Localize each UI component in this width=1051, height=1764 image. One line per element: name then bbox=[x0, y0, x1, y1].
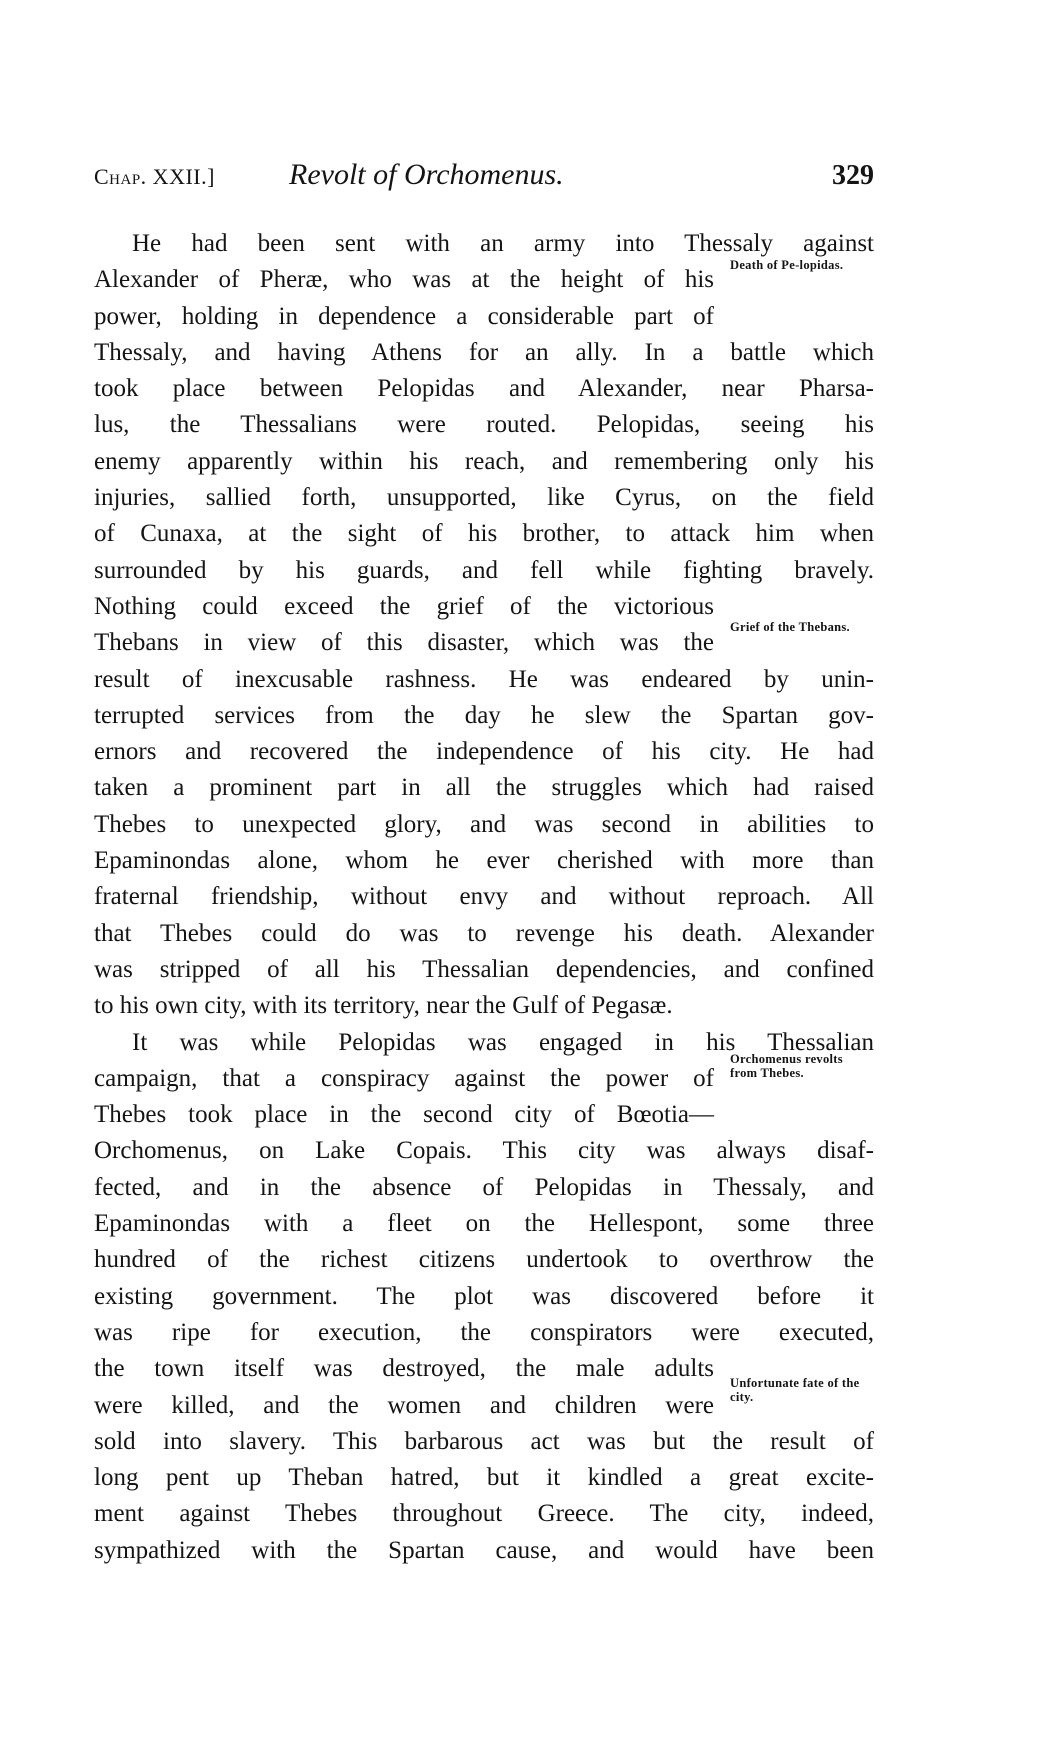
text-line: were killed, and the women and children were bbox=[94, 1391, 714, 1419]
text-line: terrupted services from the day he slew the Spartan gov- bbox=[94, 701, 874, 729]
text-line: injuries, sallied forth, unsupported, like Cyrus, on the field bbox=[94, 484, 874, 512]
text-line: power, holding in dependence a considerable part of bbox=[94, 302, 714, 330]
sidenote-orchomenus-revolts: Orchomenus revolts from Thebes. bbox=[730, 1052, 843, 1080]
text-line: hundred of the richest citizens undertook to overthrow the bbox=[94, 1246, 874, 1274]
text-line: Epaminondas with a fleet on the Hellespont, some three bbox=[94, 1210, 874, 1238]
text-line: Thessaly, and having Athens for an ally. In a battle which bbox=[94, 338, 874, 366]
chapter-label: Chap. XXII.] bbox=[94, 164, 215, 189]
text-line: sold into slavery. This barbarous act was but the result of bbox=[94, 1427, 874, 1455]
text-line: Alexander of Pheræ, who was at the height of his bbox=[94, 266, 714, 294]
text-line: fraternal friendship, without envy and without reproach. All bbox=[94, 883, 874, 911]
text-line: lus, the Thessalians were routed. Pelopidas, seeing his bbox=[94, 411, 874, 439]
text-line: ernors and recovered the independence of his city. He had bbox=[94, 738, 874, 766]
text-line: It was while Pelopidas was engaged in his Thessalian bbox=[132, 1028, 874, 1056]
text-line: was ripe for execution, the conspirators were executed, bbox=[94, 1318, 874, 1346]
text-line: Epaminondas alone, whom he ever cherished with more than bbox=[94, 847, 874, 875]
text-line: the town itself was destroyed, the male adults bbox=[94, 1355, 714, 1383]
paragraph-2 bbox=[94, 1025, 874, 1569]
text-line: existing government. The plot was discovered before it bbox=[94, 1282, 874, 1310]
sidenote-unfortunate-fate: Unfortunate fate of the city. bbox=[730, 1376, 860, 1404]
text-line: sympathized with the Spartan cause, and would have been bbox=[94, 1536, 874, 1564]
text-line: Orchomenus, on Lake Copais. This city was always disaf- bbox=[94, 1137, 874, 1165]
text-line: surrounded by his guards, and fell while fighting bravely. bbox=[94, 556, 874, 584]
text-line: enemy apparently within his reach, and remembering only his bbox=[94, 447, 874, 475]
text-line: to his own city, with its territory, near the Gulf of Pegasæ. bbox=[94, 992, 673, 1020]
text-line: took place between Pelopidas and Alexander, near Pharsa- bbox=[94, 375, 874, 403]
text-line: ment against Thebes throughout Greece. The city, indeed, bbox=[94, 1500, 874, 1528]
page-number: 329 bbox=[832, 160, 874, 191]
text-line: was stripped of all his Thessalian dependencies, and confined bbox=[94, 955, 874, 983]
text-line: Thebans in view of this disaster, which was the bbox=[94, 629, 714, 657]
text-line: of Cunaxa, at the sight of his brother, to attack him when bbox=[94, 520, 874, 548]
text-line: that Thebes could do was to revenge his death. Alexander bbox=[94, 919, 874, 947]
body-text bbox=[94, 226, 874, 1569]
text-line: campaign, that a conspiracy against the power of bbox=[94, 1064, 714, 1092]
text-line: taken a prominent part in all the struggles which had raised bbox=[94, 774, 874, 802]
text-line: Nothing could exceed the grief of the victorious bbox=[94, 592, 714, 620]
running-header bbox=[94, 158, 874, 198]
text-line: Thebes took place in the second city of Bœotia— bbox=[94, 1101, 714, 1129]
text-line: Thebes to unexpected glory, and was second in abilities to bbox=[94, 810, 874, 838]
text-line: He had been sent with an army into Thessaly against bbox=[132, 230, 874, 257]
sidenote-grief-of-thebans: Grief of the Thebans. bbox=[730, 620, 850, 634]
page-title: Revolt of Orchomenus. bbox=[289, 158, 564, 191]
text-line: long pent up Theban hatred, but it kindled a great excite- bbox=[94, 1464, 874, 1492]
sidenote-death-of-pelopidas: Death of Pe-lopidas. bbox=[730, 258, 844, 272]
text-line: result of inexcusable rashness. He was endeared by unin- bbox=[94, 665, 874, 693]
text-line: fected, and in the absence of Pelopidas in Thessaly, and bbox=[94, 1173, 874, 1201]
